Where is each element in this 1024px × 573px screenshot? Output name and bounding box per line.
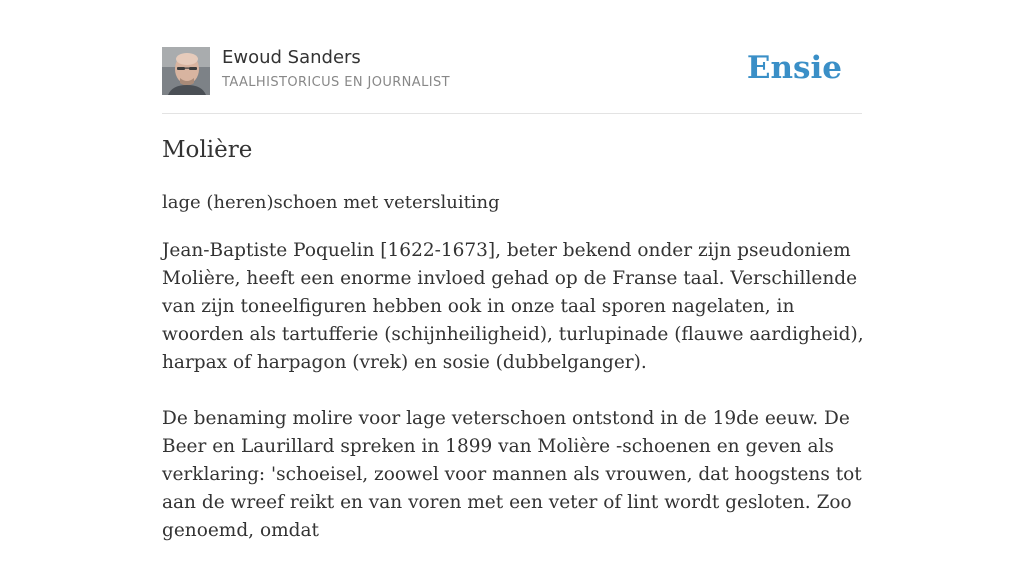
header-divider (162, 113, 862, 114)
avatar-portrait-icon (162, 47, 210, 95)
author-header (162, 46, 862, 96)
author-role: TAALHISTORICUS EN JOURNALIST (222, 75, 450, 90)
author-name[interactable]: Ewoud Sanders (222, 47, 361, 68)
body-paragraph: Jean-Baptiste Poquelin [1622-1673], beter bekend onder zijn pseudoniem Molière, heeft een enorme invloed gehad op de Franse taal. Verschillende van zijn toneelfiguren hebben ook in onze taal sporen nagelaten, in woorden als tartufferie (schijnheiligheid), turlupinade (flauwe aardigheid), harpax of harpagon (vrek) en sosie (dubbelganger). (162, 240, 864, 373)
body-paragraph: De benaming molire voor lage veterschoen ontstond in de 19de eeuw. De Beer en Laurillard spreken in 1899 van Molière -schoenen en geven als verklaring: 'schoeisel, zoowel voor mannen als vrouwen, dat hoogstens tot aan de wreef reikt en van voren met een veter of lint wordt gesloten. Zoo genoemd, omdat (162, 408, 862, 541)
entry-subtitle: lage (heren)schoen met vetersluiting (162, 192, 500, 213)
ensie-logo[interactable]: Ensie (746, 50, 842, 86)
entry-body (162, 237, 872, 573)
entry-title: Molière (162, 137, 253, 163)
author-avatar[interactable] (162, 47, 210, 95)
